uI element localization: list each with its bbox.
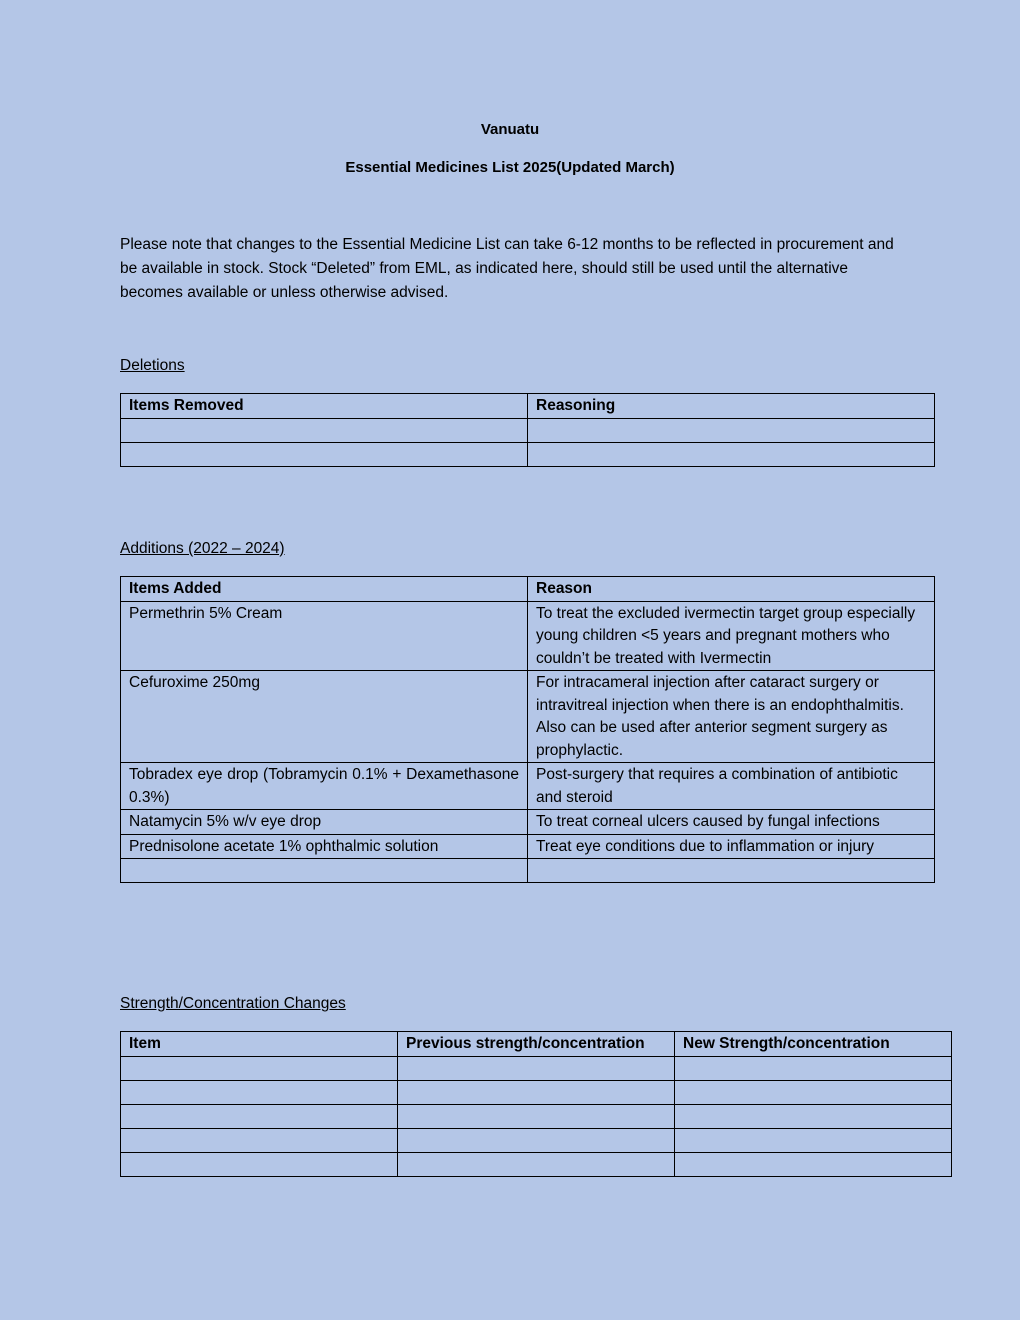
column-header-reason: Reason [528, 577, 935, 602]
table-cell-item: Permethrin 5% Cream [121, 601, 528, 671]
table-cell [675, 1104, 952, 1128]
table-row [121, 442, 935, 466]
table-cell [398, 1128, 675, 1152]
table-cell [675, 1080, 952, 1104]
table-cell [121, 1056, 398, 1080]
table-row [121, 1056, 952, 1080]
table-cell [121, 1104, 398, 1128]
table-cell [675, 1152, 952, 1176]
strength-changes-heading: Strength/Concentration Changes [120, 995, 346, 1012]
table-row [121, 834, 935, 859]
table-header-row [121, 394, 935, 419]
table-cell [121, 1080, 398, 1104]
document-title: Essential Medicines List 2025(Updated March) [345, 159, 675, 176]
additions-table [120, 576, 935, 883]
column-header-item: Item [121, 1032, 398, 1057]
table-row [121, 1104, 952, 1128]
table-row [121, 418, 935, 442]
table-cell [675, 1056, 952, 1080]
country-title: Vanuatu [480, 121, 540, 138]
table-cell-item: Natamycin 5% w/v eye drop [121, 810, 528, 835]
table-cell [398, 1056, 675, 1080]
table-row [121, 601, 935, 671]
column-header-reasoning: Reasoning [528, 394, 935, 419]
table-cell-reason: Treat eye conditions due to inflammation or injury [528, 834, 935, 859]
table-cell-item: Prednisolone acetate 1% ophthalmic solution [121, 834, 528, 859]
table-cell [121, 418, 528, 442]
table-cell-reason [528, 859, 935, 883]
table-cell [121, 1128, 398, 1152]
table-cell-reason: For intracameral injection after cataract surgery or intravitreal injection when there is an endophthalmitis. Also can be used after anterior segment surgery as prophylactic. [528, 671, 935, 763]
table-cell [675, 1128, 952, 1152]
table-cell-item: Cefuroxime 250mg [121, 671, 528, 763]
column-header-new-strength: New Strength/concentration [675, 1032, 952, 1057]
intro-paragraph: Please note that changes to the Essential Medicine List can take 6-12 months to be reflected in procurement and be available in stock. Stock “Deleted” from EML, as indicated here, should still be used until the alternative becomes available or unless otherwise advised. [120, 236, 894, 301]
table-row [121, 859, 935, 883]
deletions-heading: Deletions [120, 357, 185, 374]
additions-heading: Additions (2022 – 2024) [120, 540, 285, 557]
table-row [121, 1080, 952, 1104]
table-cell [398, 1080, 675, 1104]
table-row [121, 763, 935, 810]
table-cell [528, 442, 935, 466]
table-header-row [121, 1032, 952, 1057]
table-cell-reason: Post-surgery that requires a combination of antibiotic and steroid [528, 763, 935, 810]
table-row [121, 1152, 952, 1176]
column-header-items-removed: Items Removed [121, 394, 528, 419]
table-cell [121, 442, 528, 466]
column-header-items-added: Items Added [121, 577, 528, 602]
table-header-row [121, 577, 935, 602]
table-row [121, 810, 935, 835]
deletions-table [120, 393, 935, 467]
table-cell [528, 418, 935, 442]
table-row [121, 671, 935, 763]
table-cell-item: Tobradex eye drop (Tobramycin 0.1% + Dexamethasone 0.3%) [121, 763, 528, 810]
table-cell-reason: To treat the excluded ivermectin target group especially young children <5 years and pregnant mothers who couldn’t be treated with Ivermectin [528, 601, 935, 671]
table-row [121, 1128, 952, 1152]
table-cell [398, 1104, 675, 1128]
strength-changes-table [120, 1031, 952, 1177]
table-cell-reason: To treat corneal ulcers caused by fungal infections [528, 810, 935, 835]
table-cell [121, 1152, 398, 1176]
table-cell [398, 1152, 675, 1176]
table-cell-item [121, 859, 528, 883]
column-header-previous-strength: Previous strength/concentration [398, 1032, 675, 1057]
